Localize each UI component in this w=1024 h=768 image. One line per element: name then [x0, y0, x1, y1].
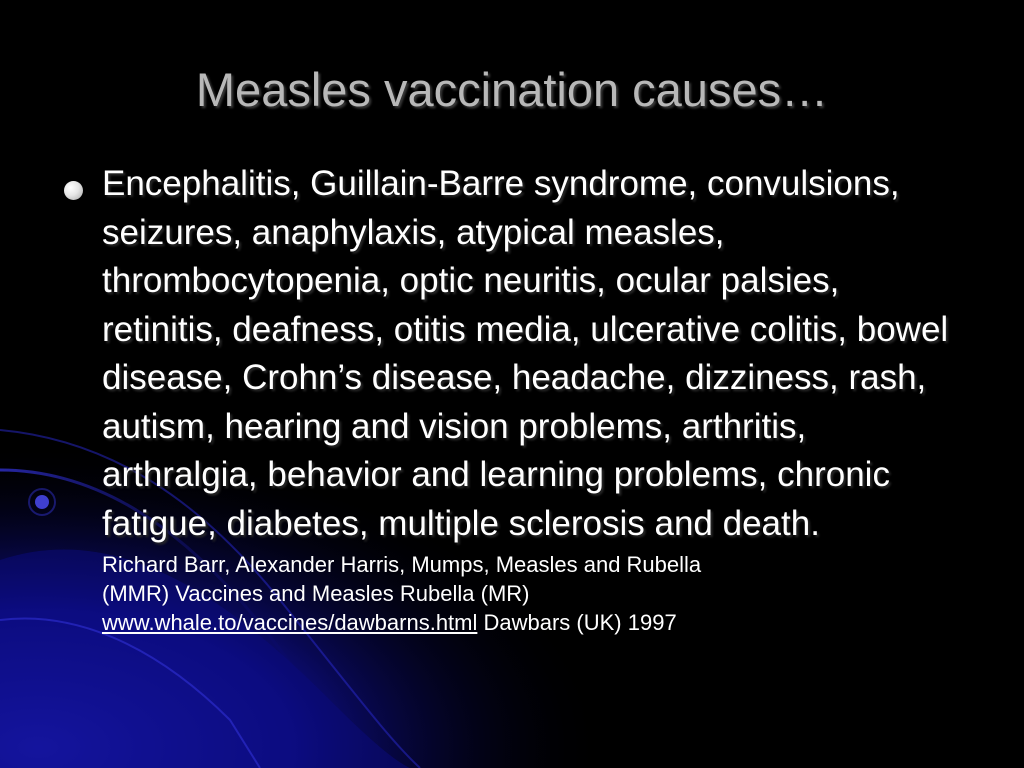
- bullet-dot-icon: [64, 181, 83, 200]
- citation-link[interactable]: www.whale.to/vaccines/dawbarns.html: [102, 610, 478, 635]
- citation-line-1: Richard Barr, Alexander Harris, Mumps, Measles and Rubella: [102, 552, 702, 577]
- citation: [102, 550, 962, 637]
- bullet-text: Encephalitis, Guillain-Barre syndrome, convulsions, seizures, anaphylaxis, atypical measles, thrombocytopenia, optic neuritis, ocular palsies, retinitis, deafness, otitis media, ulcerative colitis, bowel disease, Crohn’s disease, headache, dizziness, rash, autism, hearing and vision problems, arthritis, arthralgia, behavior and learning problems, chronic fatigue, diabetes, multiple sclerosis and death.: [102, 164, 949, 543]
- bullet-item: [62, 160, 962, 637]
- bullet-list: [62, 160, 962, 637]
- citation-suffix: Dawbars (UK) 1997: [477, 610, 677, 635]
- slide-title: Measles vaccination causes…: [195, 63, 829, 116]
- citation-line-2: (MMR) Vaccines and Measles Rubella (MR): [102, 581, 530, 606]
